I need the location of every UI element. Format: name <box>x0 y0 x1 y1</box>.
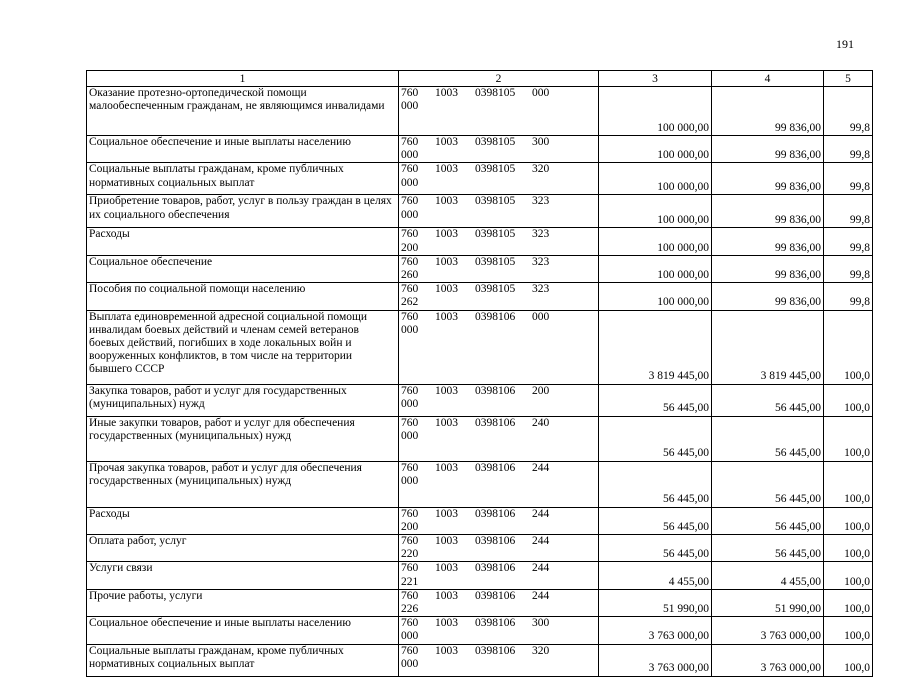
kosgu-code: 226 <box>401 603 419 616</box>
table-row <box>87 461 873 507</box>
row-fact-amount: 3 819 445,00 <box>712 310 824 384</box>
kosgu-code: 000 <box>401 657 419 670</box>
row-name: Социальные выплаты гражданам, кроме публичных нормативных социальных выплат <box>87 644 399 676</box>
table-row <box>87 87 873 136</box>
page-number: 191 <box>836 37 854 51</box>
target-code: 0398106 <box>475 461 516 474</box>
row-codes <box>399 163 599 195</box>
admin-code: 760 <box>401 562 419 575</box>
kosgu-code: 260 <box>401 269 419 282</box>
kosgu-code: 262 <box>401 296 419 309</box>
section-code: 1003 <box>435 535 458 548</box>
row-percent: 100,0 <box>824 562 873 589</box>
row-percent: 99,8 <box>824 228 873 255</box>
target-code: 0398106 <box>475 617 516 630</box>
row-percent: 99,8 <box>824 255 873 282</box>
row-plan-amount: 51 990,00 <box>599 589 712 616</box>
row-name: Оплата работ, услуг <box>87 535 399 562</box>
row-plan-amount: 100 000,00 <box>599 228 712 255</box>
kosgu-code: 000 <box>401 474 419 487</box>
row-percent: 100,0 <box>824 507 873 534</box>
admin-code: 760 <box>401 255 419 268</box>
row-percent: 99,8 <box>824 283 873 310</box>
kosgu-code: 220 <box>401 548 419 561</box>
target-code: 0398106 <box>475 384 516 397</box>
table-row <box>87 310 873 384</box>
row-percent: 99,8 <box>824 163 873 195</box>
table-row <box>87 416 873 461</box>
row-codes <box>399 416 599 461</box>
admin-code: 760 <box>401 461 419 474</box>
row-fact-amount: 56 445,00 <box>712 384 824 416</box>
table-row <box>87 589 873 616</box>
table-row <box>87 535 873 562</box>
column-header-3: 3 <box>599 71 712 87</box>
row-fact-amount: 99 836,00 <box>712 255 824 282</box>
section-code: 1003 <box>435 136 458 148</box>
row-codes <box>399 283 599 310</box>
row-fact-amount: 99 836,00 <box>712 163 824 195</box>
row-codes <box>399 461 599 507</box>
row-fact-amount: 99 836,00 <box>712 195 824 228</box>
kosgu-code: 000 <box>401 323 419 336</box>
row-plan-amount: 100 000,00 <box>599 87 712 136</box>
row-codes <box>399 87 599 136</box>
expense-type-code: 323 <box>532 195 550 208</box>
column-header-5: 5 <box>824 71 873 87</box>
expense-type-code: 300 <box>532 136 550 148</box>
target-code: 0398105 <box>475 195 516 208</box>
row-codes <box>399 507 599 534</box>
row-codes <box>399 384 599 416</box>
kosgu-code: 200 <box>401 520 419 533</box>
table-row <box>87 195 873 228</box>
target-code: 0398106 <box>475 310 516 323</box>
expense-type-code: 320 <box>532 644 550 657</box>
target-code: 0398105 <box>475 136 516 148</box>
section-code: 1003 <box>435 310 458 323</box>
row-plan-amount: 100 000,00 <box>599 163 712 195</box>
row-name: Услуги связи <box>87 562 399 589</box>
admin-code: 760 <box>401 283 419 296</box>
kosgu-code: 000 <box>401 397 419 410</box>
row-name: Оказание протезно-ортопедической помощи малообеспеченным гражданам, не являющимся инвалидами <box>87 87 399 136</box>
kosgu-code: 000 <box>401 630 419 643</box>
section-code: 1003 <box>435 461 458 474</box>
admin-code: 760 <box>401 163 419 176</box>
expense-type-code: 000 <box>532 87 550 99</box>
row-codes <box>399 228 599 255</box>
row-fact-amount: 56 445,00 <box>712 461 824 507</box>
row-codes <box>399 535 599 562</box>
target-code: 0398105 <box>475 255 516 268</box>
row-name: Расходы <box>87 507 399 534</box>
table-row <box>87 644 873 676</box>
section-code: 1003 <box>435 283 458 296</box>
admin-code: 760 <box>401 384 419 397</box>
table-row <box>87 136 873 163</box>
row-name: Социальное обеспечение и иные выплаты населению <box>87 136 399 163</box>
column-header-4: 4 <box>712 71 824 87</box>
table-row <box>87 255 873 282</box>
row-plan-amount: 56 445,00 <box>599 461 712 507</box>
row-percent: 99,8 <box>824 136 873 163</box>
target-code: 0398106 <box>475 535 516 548</box>
row-codes <box>399 310 599 384</box>
row-name: Приобретение товаров, работ, услуг в пользу граждан в целях их социального обеспечения <box>87 195 399 228</box>
row-fact-amount: 3 763 000,00 <box>712 644 824 676</box>
kosgu-code: 000 <box>401 176 419 189</box>
row-fact-amount: 56 445,00 <box>712 535 824 562</box>
row-plan-amount: 100 000,00 <box>599 195 712 228</box>
row-percent: 100,0 <box>824 589 873 616</box>
row-fact-amount: 51 990,00 <box>712 589 824 616</box>
row-plan-amount: 56 445,00 <box>599 535 712 562</box>
row-name: Закупка товаров, работ и услуг для государственных (муниципальных) нужд <box>87 384 399 416</box>
section-code: 1003 <box>435 384 458 397</box>
row-fact-amount: 56 445,00 <box>712 416 824 461</box>
row-codes <box>399 195 599 228</box>
expense-type-code: 244 <box>532 461 550 474</box>
admin-code: 760 <box>401 228 419 241</box>
row-percent: 100,0 <box>824 416 873 461</box>
admin-code: 760 <box>401 195 419 208</box>
row-name: Социальные выплаты гражданам, кроме публичных нормативных социальных выплат <box>87 163 399 195</box>
expense-type-code: 244 <box>532 507 550 520</box>
admin-code: 760 <box>401 136 419 148</box>
row-fact-amount: 3 763 000,00 <box>712 617 824 644</box>
section-code: 1003 <box>435 195 458 208</box>
target-code: 0398106 <box>475 644 516 657</box>
expense-type-code: 200 <box>532 384 550 397</box>
row-fact-amount: 4 455,00 <box>712 562 824 589</box>
row-percent: 100,0 <box>824 461 873 507</box>
row-fact-amount: 99 836,00 <box>712 228 824 255</box>
row-percent: 99,8 <box>824 195 873 228</box>
row-name: Иные закупки товаров, работ и услуг для обеспечения государственных (муниципальных) нужд <box>87 416 399 461</box>
admin-code: 760 <box>401 589 419 602</box>
table-row <box>87 163 873 195</box>
column-header-2: 2 <box>399 71 599 87</box>
table-row <box>87 617 873 644</box>
row-name: Пособия по социальной помощи населению <box>87 283 399 310</box>
expense-type-code: 300 <box>532 617 550 630</box>
row-codes <box>399 255 599 282</box>
section-code: 1003 <box>435 228 458 241</box>
admin-code: 760 <box>401 644 419 657</box>
target-code: 0398105 <box>475 87 516 99</box>
table-row <box>87 283 873 310</box>
row-fact-amount: 99 836,00 <box>712 136 824 163</box>
row-percent: 100,0 <box>824 310 873 384</box>
kosgu-code: 000 <box>401 149 419 162</box>
table-body <box>87 87 873 677</box>
row-codes <box>399 136 599 163</box>
row-plan-amount: 100 000,00 <box>599 283 712 310</box>
section-code: 1003 <box>435 255 458 268</box>
row-name: Выплата единовременной адресной социальной помощи инвалидам боевых действий и членам семей ветеранов боевых действий, погибших в ходе локальных войн и вооруженных конфликтов, в том числе на территории бывшего СССР <box>87 310 399 384</box>
row-name: Прочие работы, услуги <box>87 589 399 616</box>
admin-code: 760 <box>401 507 419 520</box>
expense-type-code: 000 <box>532 310 550 323</box>
row-plan-amount: 56 445,00 <box>599 507 712 534</box>
admin-code: 760 <box>401 535 419 548</box>
row-plan-amount: 100 000,00 <box>599 255 712 282</box>
expense-type-code: 240 <box>532 416 550 429</box>
target-code: 0398106 <box>475 562 516 575</box>
section-code: 1003 <box>435 163 458 176</box>
row-codes <box>399 644 599 676</box>
kosgu-code: 200 <box>401 241 419 254</box>
target-code: 0398105 <box>475 283 516 296</box>
row-percent: 100,0 <box>824 617 873 644</box>
target-code: 0398106 <box>475 589 516 602</box>
section-code: 1003 <box>435 87 458 99</box>
row-name: Социальное обеспечение и иные выплаты населению <box>87 617 399 644</box>
kosgu-code: 000 <box>401 208 419 221</box>
row-percent: 99,8 <box>824 87 873 136</box>
row-plan-amount: 3 763 000,00 <box>599 617 712 644</box>
target-code: 0398105 <box>475 163 516 176</box>
section-code: 1003 <box>435 589 458 602</box>
target-code: 0398106 <box>475 507 516 520</box>
section-code: 1003 <box>435 617 458 630</box>
row-percent: 100,0 <box>824 644 873 676</box>
row-plan-amount: 56 445,00 <box>599 384 712 416</box>
section-code: 1003 <box>435 416 458 429</box>
section-code: 1003 <box>435 644 458 657</box>
row-fact-amount: 99 836,00 <box>712 283 824 310</box>
row-plan-amount: 4 455,00 <box>599 562 712 589</box>
row-percent: 100,0 <box>824 384 873 416</box>
admin-code: 760 <box>401 617 419 630</box>
admin-code: 760 <box>401 416 419 429</box>
row-plan-amount: 3 819 445,00 <box>599 310 712 384</box>
expense-type-code: 323 <box>532 228 550 241</box>
section-code: 1003 <box>435 507 458 520</box>
section-code: 1003 <box>435 562 458 575</box>
row-fact-amount: 99 836,00 <box>712 87 824 136</box>
expense-type-code: 244 <box>532 562 550 575</box>
table-row <box>87 384 873 416</box>
budget-execution-table <box>86 70 873 677</box>
kosgu-code: 000 <box>401 429 419 442</box>
admin-code: 760 <box>401 310 419 323</box>
row-plan-amount: 56 445,00 <box>599 416 712 461</box>
admin-code: 760 <box>401 87 419 99</box>
target-code: 0398105 <box>475 228 516 241</box>
row-name: Прочая закупка товаров, работ и услуг для обеспечения государственных (муниципальных) нужд <box>87 461 399 507</box>
column-number-header-row <box>87 71 873 87</box>
kosgu-code: 221 <box>401 575 419 588</box>
row-codes <box>399 617 599 644</box>
expense-type-code: 244 <box>532 589 550 602</box>
row-codes <box>399 562 599 589</box>
table-row <box>87 228 873 255</box>
expense-type-code: 244 <box>532 535 550 548</box>
expense-type-code: 320 <box>532 163 550 176</box>
expense-type-code: 323 <box>532 255 550 268</box>
row-name: Социальное обеспечение <box>87 255 399 282</box>
row-plan-amount: 3 763 000,00 <box>599 644 712 676</box>
expense-type-code: 323 <box>532 283 550 296</box>
row-fact-amount: 56 445,00 <box>712 507 824 534</box>
row-plan-amount: 100 000,00 <box>599 136 712 163</box>
target-code: 0398106 <box>475 416 516 429</box>
table-row <box>87 562 873 589</box>
table-row <box>87 507 873 534</box>
column-header-1: 1 <box>87 71 399 87</box>
row-name: Расходы <box>87 228 399 255</box>
kosgu-code: 000 <box>401 100 419 113</box>
row-codes <box>399 589 599 616</box>
row-percent: 100,0 <box>824 535 873 562</box>
